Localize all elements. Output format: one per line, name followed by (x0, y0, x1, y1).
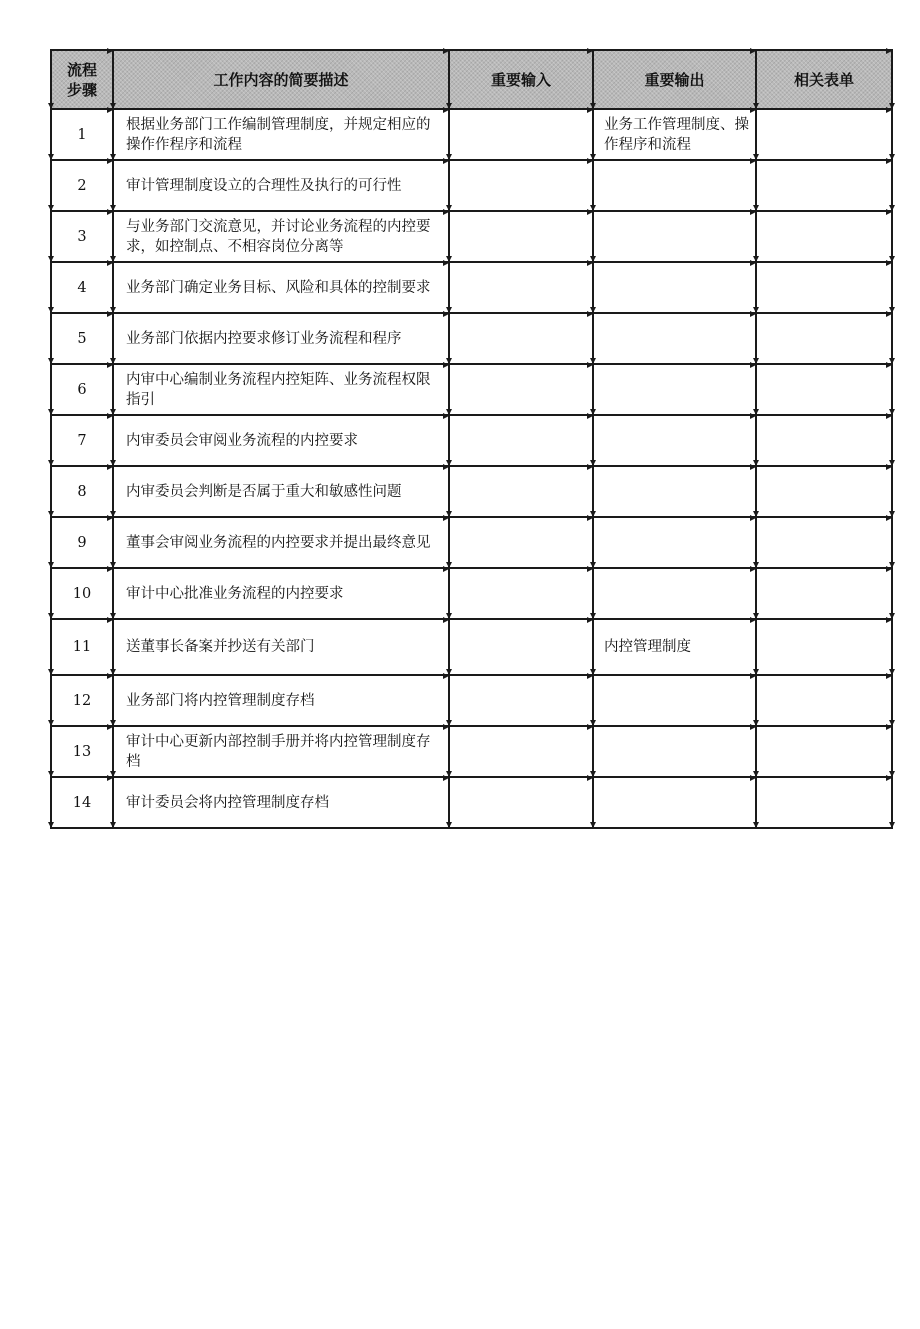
connector-arrow-right-icon (587, 673, 593, 679)
description-cell: 送董事长备案并抄送有关部门 (113, 619, 449, 675)
connector-arrow-right-icon (886, 515, 892, 521)
connector-arrow-right-icon (443, 775, 449, 781)
connector-arrow-right-icon (750, 617, 756, 623)
step-cell: 6 (51, 364, 113, 415)
input-cell (449, 160, 593, 211)
output-cell (593, 675, 756, 726)
connector-arrow-right-icon (107, 464, 113, 470)
step-cell: 8 (51, 466, 113, 517)
input-cell (449, 211, 593, 262)
connector-arrow-right-icon (587, 260, 593, 266)
table-row (51, 415, 892, 466)
input-cell (449, 568, 593, 619)
connector-arrow-right-icon (886, 566, 892, 572)
output-cell: 内控管理制度 (593, 619, 756, 675)
table-row (51, 568, 892, 619)
connector-arrow-right-icon (443, 617, 449, 623)
connector-arrow-right-icon (587, 107, 593, 113)
description-cell: 审计中心更新内部控制手册并将内控管理制度存档 (113, 726, 449, 777)
description-cell: 审计中心批准业务流程的内控要求 (113, 568, 449, 619)
input-cell (449, 415, 593, 466)
forms-cell (756, 466, 892, 517)
connector-arrow-down-icon (48, 613, 54, 619)
forms-cell (756, 619, 892, 675)
input-cell (449, 313, 593, 364)
process-table-container (50, 49, 891, 829)
connector-arrow-right-icon (443, 724, 449, 730)
connector-arrow-down-icon (48, 205, 54, 211)
connector-arrow-right-icon (587, 158, 593, 164)
connector-arrow-right-icon (750, 209, 756, 215)
connector-arrow-right-icon (750, 464, 756, 470)
forms-cell (756, 211, 892, 262)
forms-cell (756, 160, 892, 211)
step-cell: 11 (51, 619, 113, 675)
description-cell: 业务部门依据内控要求修订业务流程和程序 (113, 313, 449, 364)
table-row (51, 262, 892, 313)
step-cell: 10 (51, 568, 113, 619)
connector-arrow-down-icon (48, 256, 54, 262)
connector-arrow-down-icon (48, 460, 54, 466)
connector-arrow-right-icon (750, 724, 756, 730)
forms-cell (756, 568, 892, 619)
connector-arrow-down-icon (48, 154, 54, 160)
header-row (51, 50, 892, 109)
process-table (50, 49, 893, 829)
connector-arrow-right-icon (886, 362, 892, 368)
table-row (51, 619, 892, 675)
connector-arrow-right-icon (443, 107, 449, 113)
table-row (51, 517, 892, 568)
table-row (51, 109, 892, 160)
output-cell (593, 517, 756, 568)
connector-arrow-right-icon (587, 617, 593, 623)
forms-cell (756, 313, 892, 364)
connector-arrow-right-icon (107, 260, 113, 266)
connector-arrow-right-icon (587, 48, 593, 54)
connector-arrow-right-icon (750, 107, 756, 113)
connector-arrow-right-icon (886, 464, 892, 470)
connector-arrow-right-icon (107, 362, 113, 368)
connector-arrow-right-icon (587, 209, 593, 215)
connector-arrow-right-icon (886, 158, 892, 164)
connector-arrow-right-icon (587, 311, 593, 317)
input-cell (449, 364, 593, 415)
description-cell: 内审中心编制业务流程内控矩阵、业务流程权限指引 (113, 364, 449, 415)
connector-arrow-right-icon (107, 775, 113, 781)
connector-arrow-down-icon (48, 358, 54, 364)
connector-arrow-right-icon (443, 311, 449, 317)
connector-arrow-right-icon (107, 673, 113, 679)
header-step-line1: 流程 (66, 60, 97, 79)
description-cell: 业务部门确定业务目标、风险和具体的控制要求 (113, 262, 449, 313)
description-cell: 审计管理制度设立的合理性及执行的可行性 (113, 160, 449, 211)
table-row (51, 313, 892, 364)
output-cell (593, 568, 756, 619)
connector-arrow-right-icon (587, 515, 593, 521)
connector-arrow-down-icon (48, 103, 54, 109)
input-cell (449, 466, 593, 517)
connector-arrow-right-icon (886, 48, 892, 54)
connector-arrow-right-icon (443, 566, 449, 572)
description-cell: 内审委员会审阅业务流程的内控要求 (113, 415, 449, 466)
header-forms: 相关表单 (756, 50, 892, 109)
step-cell: 3 (51, 211, 113, 262)
table-row (51, 466, 892, 517)
connector-arrow-right-icon (107, 724, 113, 730)
forms-cell (756, 777, 892, 828)
forms-cell (756, 364, 892, 415)
connector-arrow-right-icon (107, 158, 113, 164)
connector-arrow-down-icon (48, 307, 54, 313)
description-cell: 董事会审阅业务流程的内控要求并提出最终意见 (113, 517, 449, 568)
description-cell: 与业务部门交流意见，并讨论业务流程的内控要求，如控制点、不相容岗位分离等 (113, 211, 449, 262)
connector-arrow-down-icon (48, 822, 54, 828)
forms-cell (756, 415, 892, 466)
output-cell (593, 211, 756, 262)
output-cell (593, 160, 756, 211)
input-cell (449, 109, 593, 160)
connector-arrow-right-icon (750, 673, 756, 679)
step-cell: 2 (51, 160, 113, 211)
forms-cell (756, 109, 892, 160)
connector-arrow-right-icon (750, 775, 756, 781)
table-row (51, 726, 892, 777)
connector-arrow-right-icon (886, 107, 892, 113)
connector-arrow-right-icon (443, 362, 449, 368)
forms-cell (756, 675, 892, 726)
output-cell (593, 726, 756, 777)
connector-arrow-right-icon (587, 724, 593, 730)
step-cell: 4 (51, 262, 113, 313)
connector-arrow-down-icon (110, 822, 116, 828)
output-cell (593, 313, 756, 364)
input-cell (449, 619, 593, 675)
connector-arrow-down-icon (48, 409, 54, 415)
connector-arrow-right-icon (886, 209, 892, 215)
description-cell: 业务部门将内控管理制度存档 (113, 675, 449, 726)
step-cell: 7 (51, 415, 113, 466)
table-row (51, 777, 892, 828)
connector-arrow-right-icon (750, 515, 756, 521)
connector-arrow-right-icon (443, 413, 449, 419)
header-description: 工作内容的简要描述 (113, 50, 449, 109)
connector-arrow-right-icon (750, 566, 756, 572)
header-step (51, 50, 113, 109)
connector-arrow-right-icon (886, 617, 892, 623)
connector-arrow-down-icon (48, 720, 54, 726)
input-cell (449, 726, 593, 777)
connector-arrow-down-icon (48, 669, 54, 675)
connector-arrow-down-icon (48, 511, 54, 517)
connector-arrow-right-icon (750, 362, 756, 368)
forms-cell (756, 262, 892, 313)
connector-arrow-right-icon (587, 566, 593, 572)
connector-arrow-right-icon (443, 209, 449, 215)
description-cell: 根据业务部门工作编制管理制度，并规定相应的操作作程序和流程 (113, 109, 449, 160)
table-row (51, 675, 892, 726)
connector-arrow-right-icon (750, 158, 756, 164)
connector-arrow-right-icon (587, 362, 593, 368)
connector-arrow-right-icon (750, 260, 756, 266)
header-output: 重要输出 (593, 50, 756, 109)
table-row (51, 160, 892, 211)
header-input: 重要输入 (449, 50, 593, 109)
output-cell (593, 777, 756, 828)
connector-arrow-right-icon (443, 673, 449, 679)
forms-cell (756, 726, 892, 777)
connector-arrow-right-icon (443, 48, 449, 54)
output-cell (593, 364, 756, 415)
connector-arrow-right-icon (107, 209, 113, 215)
connector-arrow-right-icon (443, 158, 449, 164)
connector-arrow-right-icon (886, 673, 892, 679)
connector-arrow-right-icon (443, 515, 449, 521)
connector-arrow-right-icon (587, 464, 593, 470)
connector-arrow-right-icon (886, 311, 892, 317)
step-cell: 9 (51, 517, 113, 568)
connector-arrow-down-icon (753, 822, 759, 828)
connector-arrow-right-icon (107, 515, 113, 521)
connector-arrow-right-icon (107, 48, 113, 54)
input-cell (449, 777, 593, 828)
connector-arrow-right-icon (587, 775, 593, 781)
output-cell (593, 415, 756, 466)
connector-arrow-down-icon (590, 822, 596, 828)
step-cell: 1 (51, 109, 113, 160)
input-cell (449, 517, 593, 568)
connector-arrow-right-icon (107, 413, 113, 419)
connector-arrow-right-icon (886, 775, 892, 781)
connector-arrow-right-icon (750, 311, 756, 317)
connector-arrow-right-icon (443, 464, 449, 470)
connector-arrow-right-icon (107, 566, 113, 572)
output-cell (593, 466, 756, 517)
connector-arrow-right-icon (886, 724, 892, 730)
connector-arrow-down-icon (889, 822, 895, 828)
step-cell: 5 (51, 313, 113, 364)
step-cell: 12 (51, 675, 113, 726)
step-cell: 14 (51, 777, 113, 828)
connector-arrow-right-icon (107, 107, 113, 113)
input-cell (449, 262, 593, 313)
connector-arrow-down-icon (446, 822, 452, 828)
forms-cell (756, 517, 892, 568)
table-row (51, 364, 892, 415)
connector-arrow-right-icon (886, 413, 892, 419)
step-cell: 13 (51, 726, 113, 777)
description-cell: 审计委员会将内控管理制度存档 (113, 777, 449, 828)
connector-arrow-right-icon (107, 311, 113, 317)
header-step-line2: 步骤 (66, 80, 97, 99)
description-cell: 内审委员会判断是否属于重大和敏感性问题 (113, 466, 449, 517)
connector-arrow-right-icon (750, 413, 756, 419)
table-row (51, 211, 892, 262)
connector-arrow-right-icon (107, 617, 113, 623)
connector-arrow-right-icon (587, 413, 593, 419)
connector-arrow-right-icon (443, 260, 449, 266)
connector-arrow-right-icon (886, 260, 892, 266)
connector-arrow-down-icon (48, 771, 54, 777)
output-cell: 业务工作管理制度、操作程序和流程 (593, 109, 756, 160)
input-cell (449, 675, 593, 726)
connector-arrow-right-icon (750, 48, 756, 54)
output-cell (593, 262, 756, 313)
connector-arrow-down-icon (48, 562, 54, 568)
